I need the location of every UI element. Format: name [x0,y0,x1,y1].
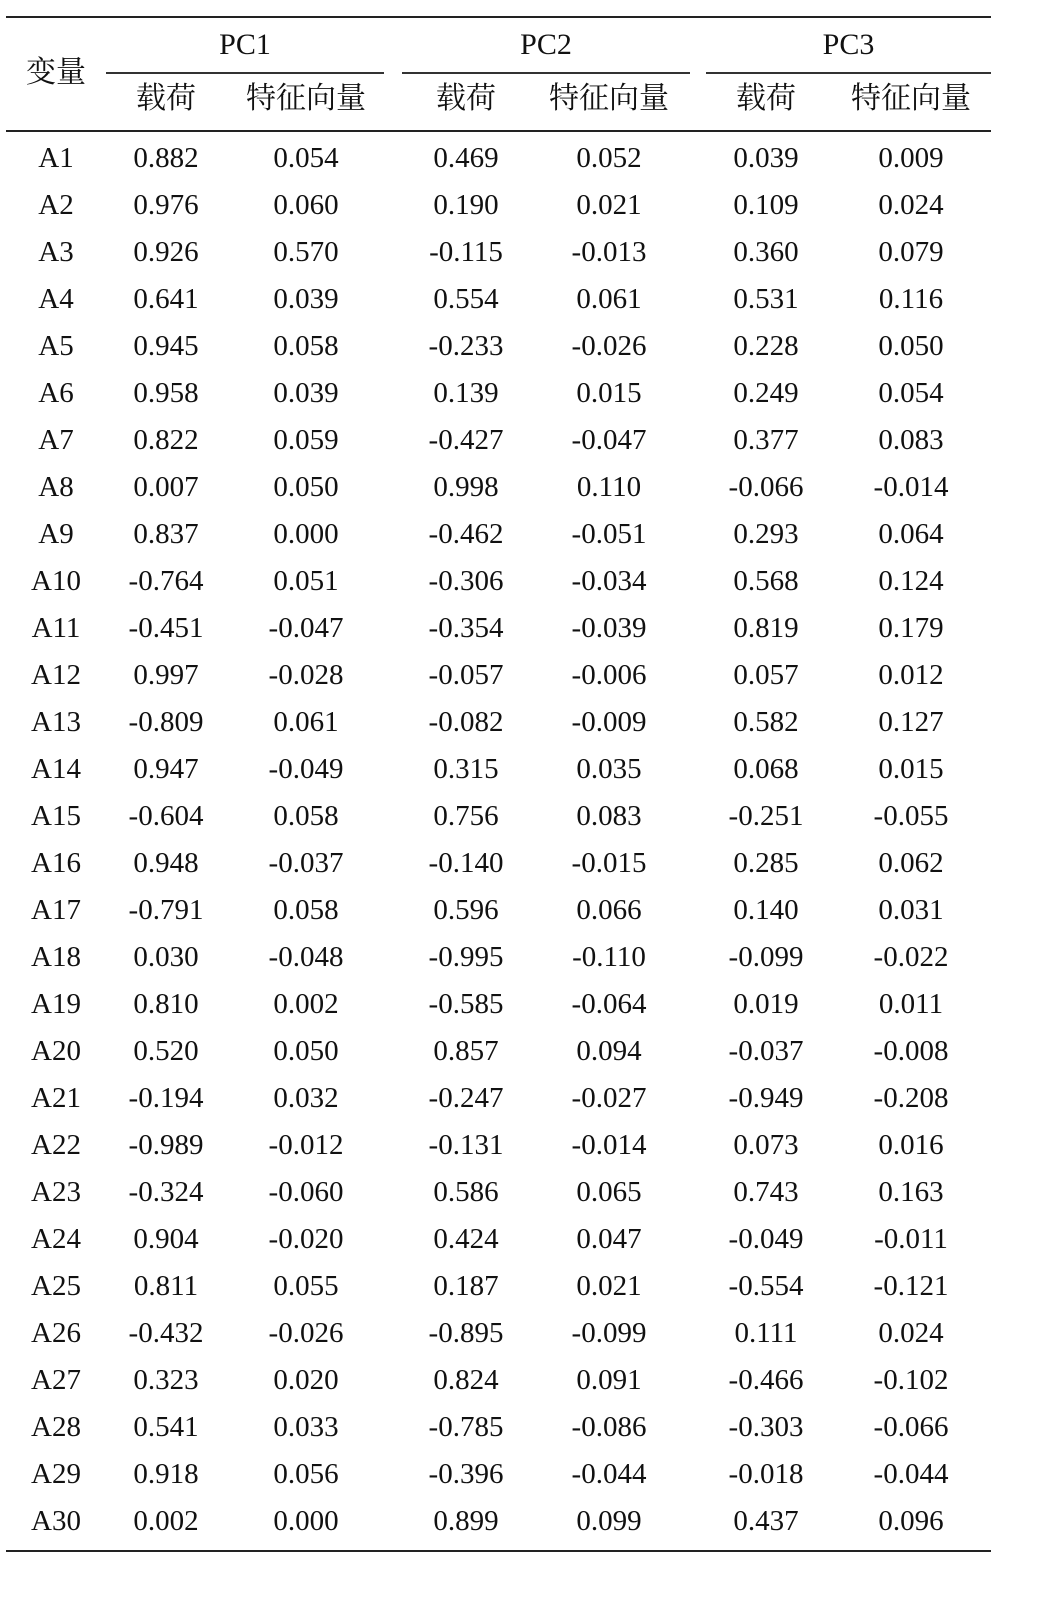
cell-pc2-eigenvector: -0.014 [571,1129,647,1161]
cell-pc1-loading: 0.997 [133,659,199,691]
cell-pc1-loading: 0.002 [133,1505,199,1537]
cell-pc3-eigenvector: -0.055 [873,800,949,832]
cell-pc2-eigenvector: -0.013 [571,236,647,268]
cell-pc3-loading: 0.111 [734,1317,798,1349]
cell-variable: A23 [31,1176,81,1208]
cell-pc1-loading: -0.604 [128,800,204,832]
cell-pc2-loading: -0.895 [428,1317,504,1349]
cell-pc3-eigenvector: -0.022 [873,941,949,973]
cell-variable: A12 [31,659,81,691]
table-bottom-rule [6,1550,991,1552]
cell-pc3-loading: -0.037 [728,1035,804,1067]
cell-pc2-eigenvector: -0.086 [571,1411,647,1443]
cell-pc2-loading: -0.396 [428,1458,504,1490]
cell-pc3-eigenvector: -0.121 [873,1270,949,1302]
cell-pc3-eigenvector: -0.208 [873,1082,949,1114]
cell-pc1-eigenvector: 0.054 [273,142,339,174]
cell-pc3-eigenvector: 0.179 [878,612,944,644]
cell-variable: A8 [38,471,74,503]
cell-pc2-eigenvector: -0.039 [571,612,647,644]
cell-pc3-loading: 0.437 [733,1505,799,1537]
cell-pc2-eigenvector: 0.110 [576,471,642,503]
cell-pc1-eigenvector: 0.050 [273,1035,339,1067]
cell-pc1-eigenvector: 0.032 [273,1082,339,1114]
cell-pc1-loading: 0.947 [133,753,199,785]
cell-variable: A30 [31,1505,81,1537]
cell-pc2-loading: -0.131 [428,1129,504,1161]
cell-variable: A3 [38,236,74,268]
cell-pc2-eigenvector: -0.026 [571,330,647,362]
cell-pc3-loading: -0.303 [728,1411,804,1443]
cell-pc1-loading: 0.945 [133,330,199,362]
cell-pc1-loading: 0.030 [133,941,199,973]
cell-pc2-eigenvector: 0.021 [576,1270,642,1302]
cell-pc2-eigenvector: 0.047 [576,1223,642,1255]
cell-pc1-loading: 0.007 [133,471,199,503]
cell-pc1-eigenvector: -0.012 [268,1129,344,1161]
cell-pc1-eigenvector: 0.570 [273,236,339,268]
cell-pc2-loading: -0.082 [428,706,504,738]
cell-pc1-loading: 0.837 [133,518,199,550]
header-pc3-eigenvector: 特征向量 [851,81,971,116]
cell-pc1-loading: 0.822 [133,424,199,456]
cell-pc1-eigenvector: 0.058 [273,330,339,362]
cell-pc3-loading: 0.228 [733,330,799,362]
cell-pc2-eigenvector: 0.083 [576,800,642,832]
cell-pc1-loading: 0.810 [133,988,199,1020]
cell-pc1-eigenvector: 0.000 [273,518,339,550]
cell-variable: A24 [31,1223,81,1255]
cell-pc2-eigenvector: 0.035 [576,753,642,785]
cell-pc3-loading: 0.249 [733,377,799,409]
cell-variable: A4 [38,283,74,315]
cell-pc2-eigenvector: -0.034 [571,565,647,597]
cell-pc1-eigenvector: -0.020 [268,1223,344,1255]
cell-pc2-eigenvector: 0.021 [576,189,642,221]
cell-pc1-eigenvector: -0.049 [268,753,344,785]
cell-pc3-eigenvector: 0.163 [878,1176,944,1208]
cell-pc2-loading: 0.998 [433,471,499,503]
cell-pc3-eigenvector: 0.127 [878,706,944,738]
cell-pc2-loading: 0.586 [433,1176,499,1208]
cell-pc3-loading: 0.057 [733,659,799,691]
cell-pc1-loading: 0.976 [133,189,199,221]
cell-pc2-loading: -0.247 [428,1082,504,1114]
header-pc2-eigenvector: 特征向量 [549,81,669,116]
cell-variable: A27 [31,1364,81,1396]
cell-pc2-eigenvector: 0.066 [576,894,642,926]
cell-pc1-loading: 0.811 [133,1270,199,1302]
cell-pc1-loading: -0.764 [128,565,204,597]
cell-pc3-eigenvector: 0.011 [878,988,944,1020]
cell-pc1-eigenvector: 0.058 [273,800,339,832]
cell-pc1-eigenvector: 0.039 [273,377,339,409]
cell-pc2-eigenvector: -0.027 [571,1082,647,1114]
cell-pc3-eigenvector: -0.008 [873,1035,949,1067]
header-bottom-rule [6,130,991,132]
cell-variable: A13 [31,706,81,738]
cell-pc2-eigenvector: -0.009 [571,706,647,738]
cell-pc1-loading: 0.541 [133,1411,199,1443]
cell-pc1-loading: 0.958 [133,377,199,409]
cell-pc1-eigenvector: -0.028 [268,659,344,691]
cell-variable: A17 [31,894,81,926]
cell-pc3-eigenvector: 0.096 [878,1505,944,1537]
cell-pc2-loading: 0.756 [433,800,499,832]
table-top-rule [6,16,991,18]
cell-pc2-loading: -0.462 [428,518,504,550]
cell-pc1-eigenvector: 0.060 [273,189,339,221]
cell-variable: A7 [38,424,74,456]
header-pc2: PC2 [520,28,572,61]
cell-pc1-eigenvector: 0.002 [273,988,339,1020]
cell-pc1-loading: 0.323 [133,1364,199,1396]
cell-pc2-eigenvector: 0.094 [576,1035,642,1067]
cell-pc1-eigenvector: 0.056 [273,1458,339,1490]
cell-pc3-loading: 0.293 [733,518,799,550]
cell-pc3-eigenvector: 0.031 [878,894,944,926]
cell-pc1-eigenvector: -0.026 [268,1317,344,1349]
cell-pc2-loading: 0.424 [433,1223,499,1255]
cell-pc2-loading: -0.057 [428,659,504,691]
cell-pc2-loading: 0.187 [433,1270,499,1302]
cell-pc1-loading: -0.989 [128,1129,204,1161]
cell-pc3-loading: 0.039 [733,142,799,174]
cell-pc2-loading: 0.899 [433,1505,499,1537]
cell-pc3-loading: -0.949 [728,1082,804,1114]
cell-pc2-eigenvector: -0.099 [571,1317,647,1349]
cell-pc1-loading: -0.809 [128,706,204,738]
cell-pc3-eigenvector: 0.016 [878,1129,944,1161]
cell-variable: A20 [31,1035,81,1067]
pc3-group-rule [706,72,991,74]
cell-pc2-loading: 0.315 [433,753,499,785]
cell-pc3-loading: -0.099 [728,941,804,973]
cell-pc2-loading: 0.139 [433,377,499,409]
cell-pc3-eigenvector: 0.079 [878,236,944,268]
cell-variable: A15 [31,800,81,832]
cell-pc3-loading: 0.068 [733,753,799,785]
cell-pc1-eigenvector: -0.037 [268,847,344,879]
cell-pc3-eigenvector: 0.124 [878,565,944,597]
cell-pc3-eigenvector: -0.011 [874,1223,948,1255]
cell-pc1-eigenvector: 0.058 [273,894,339,926]
cell-pc1-loading: -0.324 [128,1176,204,1208]
cell-pc3-loading: 0.019 [733,988,799,1020]
cell-pc1-eigenvector: 0.039 [273,283,339,315]
cell-pc1-loading: 0.918 [133,1458,199,1490]
cell-pc3-eigenvector: 0.015 [878,753,944,785]
cell-pc1-loading: -0.432 [128,1317,204,1349]
cell-pc3-eigenvector: -0.102 [873,1364,949,1396]
cell-pc3-loading: 0.140 [733,894,799,926]
cell-pc2-eigenvector: -0.110 [572,941,646,973]
cell-pc3-loading: 0.819 [733,612,799,644]
cell-pc2-eigenvector: -0.051 [571,518,647,550]
cell-pc3-eigenvector: 0.116 [878,283,944,315]
cell-variable: A21 [31,1082,81,1114]
cell-pc3-eigenvector: 0.024 [878,189,944,221]
cell-variable: A1 [38,142,74,174]
cell-pc3-eigenvector: 0.064 [878,518,944,550]
header-pc1-loading: 载荷 [136,81,196,116]
cell-variable: A25 [31,1270,81,1302]
cell-variable: A10 [31,565,81,597]
cell-variable: A28 [31,1411,81,1443]
cell-pc2-eigenvector: -0.044 [571,1458,647,1490]
cell-pc2-loading: -0.585 [428,988,504,1020]
cell-pc1-loading: 0.882 [133,142,199,174]
cell-pc2-loading: -0.785 [428,1411,504,1443]
cell-pc1-loading: -0.194 [128,1082,204,1114]
cell-pc3-loading: 0.568 [733,565,799,597]
cell-variable: A19 [31,988,81,1020]
cell-pc2-eigenvector: 0.052 [576,142,642,174]
cell-pc2-loading: 0.857 [433,1035,499,1067]
cell-pc2-eigenvector: -0.006 [571,659,647,691]
cell-variable: A16 [31,847,81,879]
cell-pc2-loading: 0.596 [433,894,499,926]
cell-pc2-eigenvector: 0.061 [576,283,642,315]
cell-pc3-loading: 0.377 [733,424,799,456]
cell-pc3-eigenvector: 0.012 [878,659,944,691]
cell-pc3-loading: -0.466 [728,1364,804,1396]
cell-pc2-loading: -0.233 [428,330,504,362]
cell-pc1-eigenvector: 0.000 [273,1505,339,1537]
cell-pc1-loading: 0.926 [133,236,199,268]
cell-pc3-loading: 0.582 [733,706,799,738]
cell-pc1-loading: 0.520 [133,1035,199,1067]
cell-pc1-loading: -0.451 [128,612,204,644]
cell-pc2-eigenvector: 0.065 [576,1176,642,1208]
cell-variable: A6 [38,377,74,409]
cell-pc2-loading: 0.469 [433,142,499,174]
cell-pc1-eigenvector: 0.055 [273,1270,339,1302]
cell-pc2-loading: -0.306 [428,565,504,597]
cell-pc1-eigenvector: 0.033 [273,1411,339,1443]
cell-pc3-loading: -0.018 [728,1458,804,1490]
header-pc1-eigenvector: 特征向量 [246,81,366,116]
cell-pc1-loading: 0.904 [133,1223,199,1255]
cell-variable: A22 [31,1129,81,1161]
cell-pc2-eigenvector: 0.091 [576,1364,642,1396]
cell-pc2-eigenvector: 0.099 [576,1505,642,1537]
cell-pc2-loading: -0.427 [428,424,504,456]
cell-pc1-loading: 0.948 [133,847,199,879]
cell-pc2-eigenvector: 0.015 [576,377,642,409]
header-pc3-loading: 载荷 [736,81,796,116]
cell-pc3-eigenvector: -0.066 [873,1411,949,1443]
pc1-group-rule [106,72,384,74]
cell-pc3-eigenvector: 0.062 [878,847,944,879]
cell-pc3-loading: -0.554 [728,1270,804,1302]
cell-pc1-eigenvector: 0.059 [273,424,339,456]
cell-variable: A2 [38,189,74,221]
cell-pc3-loading: 0.285 [733,847,799,879]
cell-pc1-eigenvector: 0.050 [273,471,339,503]
cell-pc3-eigenvector: 0.054 [878,377,944,409]
cell-pc1-loading: -0.791 [128,894,204,926]
cell-pc3-loading: -0.066 [728,471,804,503]
pc2-group-rule [402,72,690,74]
cell-pc3-loading: -0.049 [728,1223,804,1255]
header-pc3: PC3 [822,28,875,61]
cell-pc3-eigenvector: 0.050 [878,330,944,362]
cell-pc2-eigenvector: -0.064 [571,988,647,1020]
cell-pc2-eigenvector: -0.047 [571,424,647,456]
cell-pc2-loading: 0.554 [433,283,499,315]
cell-pc3-eigenvector: 0.024 [878,1317,944,1349]
cell-pc2-loading: -0.354 [428,612,504,644]
cell-pc3-loading: 0.531 [733,283,799,315]
cell-pc1-eigenvector: 0.061 [273,706,339,738]
cell-pc1-eigenvector: 0.051 [273,565,339,597]
cell-pc3-loading: 0.073 [733,1129,799,1161]
header-pc1: PC1 [219,28,271,61]
cell-pc1-eigenvector: 0.020 [273,1364,339,1396]
cell-pc1-loading: 0.641 [133,283,199,315]
cell-variable: A18 [31,941,81,973]
cell-pc2-loading: -0.995 [428,941,504,973]
cell-pc3-loading: 0.109 [733,189,799,221]
cell-pc3-loading: 0.743 [733,1176,799,1208]
cell-pc2-loading: 0.824 [433,1364,499,1396]
cell-pc1-eigenvector: -0.048 [268,941,344,973]
cell-pc2-loading: -0.140 [428,847,504,879]
cell-pc3-eigenvector: -0.044 [873,1458,949,1490]
header-variable: 变量 [26,55,86,90]
cell-pc3-eigenvector: 0.009 [878,142,944,174]
header-pc2-loading: 载荷 [436,81,496,116]
cell-pc1-eigenvector: -0.060 [268,1176,344,1208]
cell-variable: A9 [38,518,74,550]
cell-pc3-eigenvector: 0.083 [878,424,944,456]
cell-variable: A11 [31,612,81,644]
cell-variable: A29 [31,1458,81,1490]
cell-pc3-eigenvector: -0.014 [873,471,949,503]
cell-pc1-eigenvector: -0.047 [268,612,344,644]
cell-pc2-loading: -0.115 [429,236,503,268]
cell-pc2-loading: 0.190 [433,189,499,221]
cell-pc2-eigenvector: -0.015 [571,847,647,879]
cell-variable: A5 [38,330,74,362]
cell-variable: A14 [31,753,81,785]
cell-variable: A26 [31,1317,81,1349]
cell-pc3-loading: 0.360 [733,236,799,268]
cell-pc3-loading: -0.251 [728,800,804,832]
